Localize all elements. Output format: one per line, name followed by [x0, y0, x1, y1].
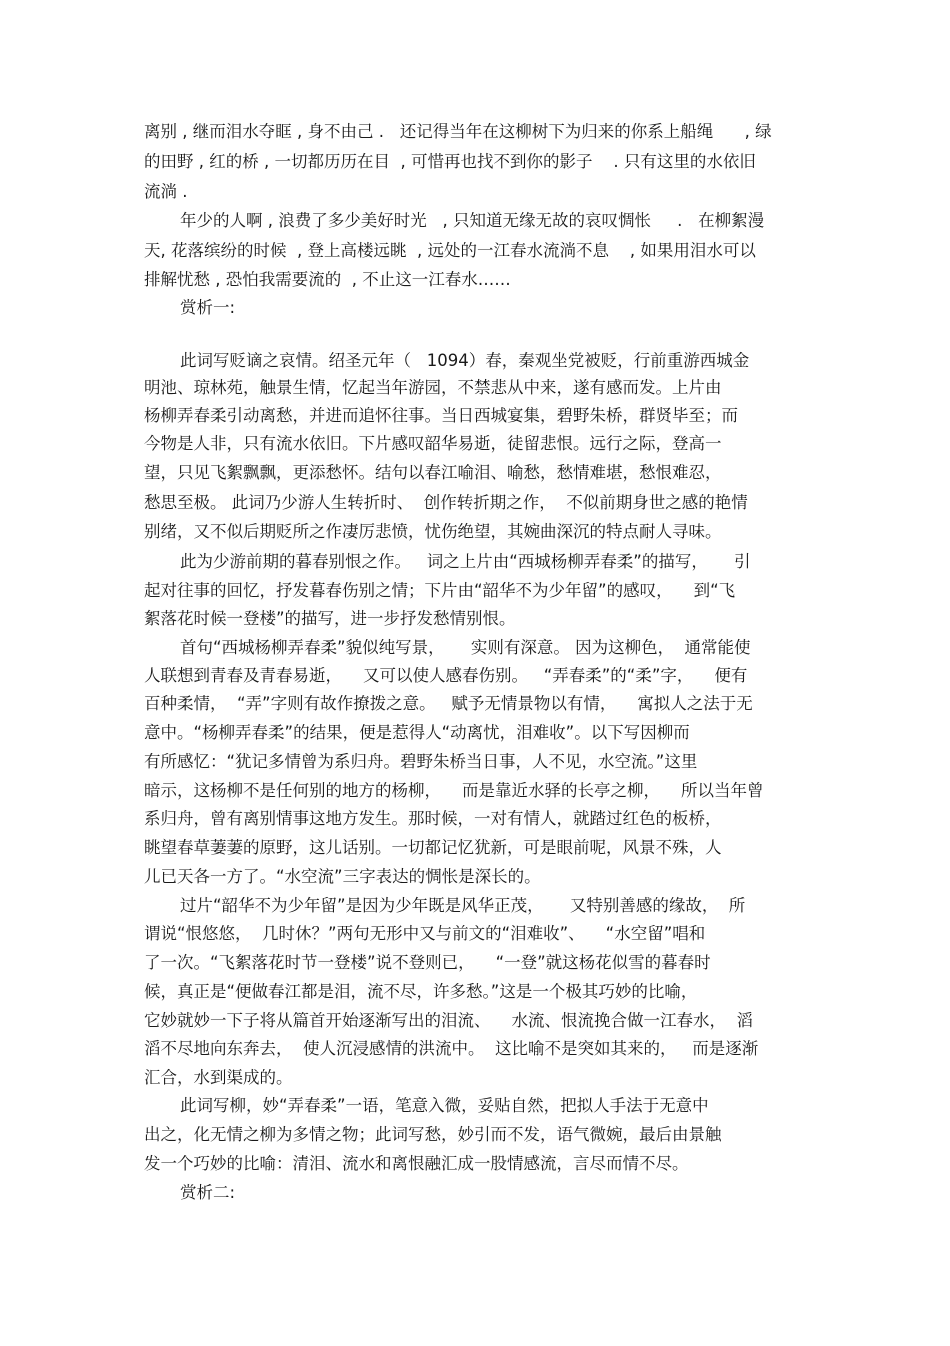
text-line: 天, 花落缤纷的时候 , 登上高楼远眺 , 远处的一江春水流淌不息 , 如果用泪水可以	[144, 241, 756, 260]
text-line: 年少的人啊 , 浪费了多少美好时光 , 只知道无缘无故的哀叹惆怅 . 在柳絮漫	[180, 211, 765, 230]
text-line: 此词写柳，妙“弄春柔”一语，笔意入微，妥贴自然，把拟人手法于无意中	[180, 1096, 709, 1115]
text-line: 明池、琼林苑，触景生情，忆起当年游园，不禁悲从中来，遂有感而发。上片由	[144, 378, 722, 397]
text-line: 此词写贬谪之哀情。绍圣元年（ 1094）春，秦观坐党被贬，行前重游西城金	[180, 351, 750, 370]
text-line: 候，真正是“便做春江都是泪，流不尽，许多愁。”这是一个极其巧妙的比喻，	[144, 982, 698, 1001]
text-line: 滔不尽地向东奔去， 使人沉浸感情的洪流中。 这比喻不是突如其来的， 而是逐渐	[144, 1039, 759, 1058]
text-line: 出之，化无情之柳为多情之物；此词写愁，妙引而不发，语气微婉，最后由景触	[144, 1125, 722, 1144]
text-line: 杨柳弄春柔引动离愁，并进而追怀往事。当日西城宴集，碧野朱桥，群贤毕至；而	[144, 406, 738, 425]
text-line: 絮落花时候一登楼”的描写，进一步抒发愁情别恨。	[144, 609, 516, 628]
text-line: 愁思至极。 此词乃少游人生转折时、 创作转折期之作， 不似前期身世之感的艳情	[144, 493, 748, 512]
text-line: 离别 , 继而泪水夺眶 , 身不由己 . 还记得当年在这柳树下为归来的你系上船绳 , 绿	[144, 122, 772, 141]
text-line: 望，只见飞絮飘飘，更添愁怀。结句以春江喻泪、喻愁，愁情难堪，愁恨难忍，	[144, 463, 722, 482]
text-line: 人联想到青春及青春易逝， 又可以使人感春伤别。 “弄春柔”的“柔”字， 便有	[144, 666, 748, 685]
text-line: 眺望春草萋萋的原野，这儿话别。一切都记忆犹新，可是眼前呢，风景不殊，人	[144, 838, 722, 857]
text-line: 儿已天各一方了。“水空流”三字表达的惆怅是深长的。	[144, 867, 541, 886]
text-line: 流淌 .	[144, 182, 188, 201]
text-line: 今物是人非，只有流水依旧。下片感叹韶华易逝，徒留悲恨。远行之际，登高一	[144, 434, 722, 453]
text-line: 首句“西城杨柳弄春柔”貌似纯写景， 实则有深意。 因为这柳色， 通常能使	[180, 638, 751, 657]
section-heading: 赏析二:	[180, 1183, 236, 1202]
text-line: 系归舟，曾有离别情事这地方发生。那时候，一对有情人，就踏过红色的板桥，	[144, 809, 722, 828]
section-heading: 赏析一:	[180, 298, 236, 317]
text-line: 百种柔情， “弄”字则有故作撩拨之意。 赋予无情景物以有情， 寓拟人之法于无	[144, 694, 753, 713]
text-line: 它妙就妙一下子将从篇首开始逐渐写出的泪流、 水流、恨流挽合做一江春水， 滔	[144, 1011, 753, 1030]
text-line: 发一个巧妙的比喻：清泪、流水和离恨融汇成一股情感流，言尽而情不尽。	[144, 1154, 689, 1173]
text-line: 过片“韶华不为少年留”是因为少年既是风华正茂， 又特别善感的缘故， 所	[180, 896, 746, 915]
text-line: 谓说“恨悠悠， 几时休？”两句无形中又与前文的“泪难收”、 “水空留”唱和	[144, 924, 706, 943]
text-line: 排解忧愁 , 恐怕我需要流的 , 不止这一江春水……	[144, 270, 511, 289]
text-line: 意中。“杨柳弄春柔”的结果，便是惹得人“动离忧，泪难收”。以下写因柳而	[144, 723, 690, 742]
text-line: 此为少游前期的暮春别恨之作。 词之上片由“西城杨柳弄春柔”的描写， 引	[180, 552, 751, 571]
text-line: 起对往事的回忆，抒发暮春伤别之情；下片由“韶华不为少年留”的感叹， 到“飞	[144, 581, 736, 600]
text-line: 了一次。“飞絮落花时节一登楼”说不登则已， “一登”就这杨花似雪的暮春时	[144, 953, 711, 972]
text-line: 汇合，水到渠成的。	[144, 1068, 293, 1087]
text-line: 有所感忆：“犹记多情曾为系归舟。碧野朱桥当日事，人不见，水空流。”这里	[144, 752, 698, 771]
text-line: 暗示，这杨柳不是任何别的地方的杨柳， 而是靠近水驿的长亭之柳， 所以当年曾	[144, 781, 764, 800]
text-line: 别绪，又不似后期贬所之作凄厉悲愤，忧伤绝望，其婉曲深沉的特点耐人寻味。	[144, 522, 722, 541]
text-line: 的田野 , 红的桥 , 一切都历历在目 , 可惜再也找不到你的影子 . 只有这里的水依旧	[144, 152, 756, 171]
